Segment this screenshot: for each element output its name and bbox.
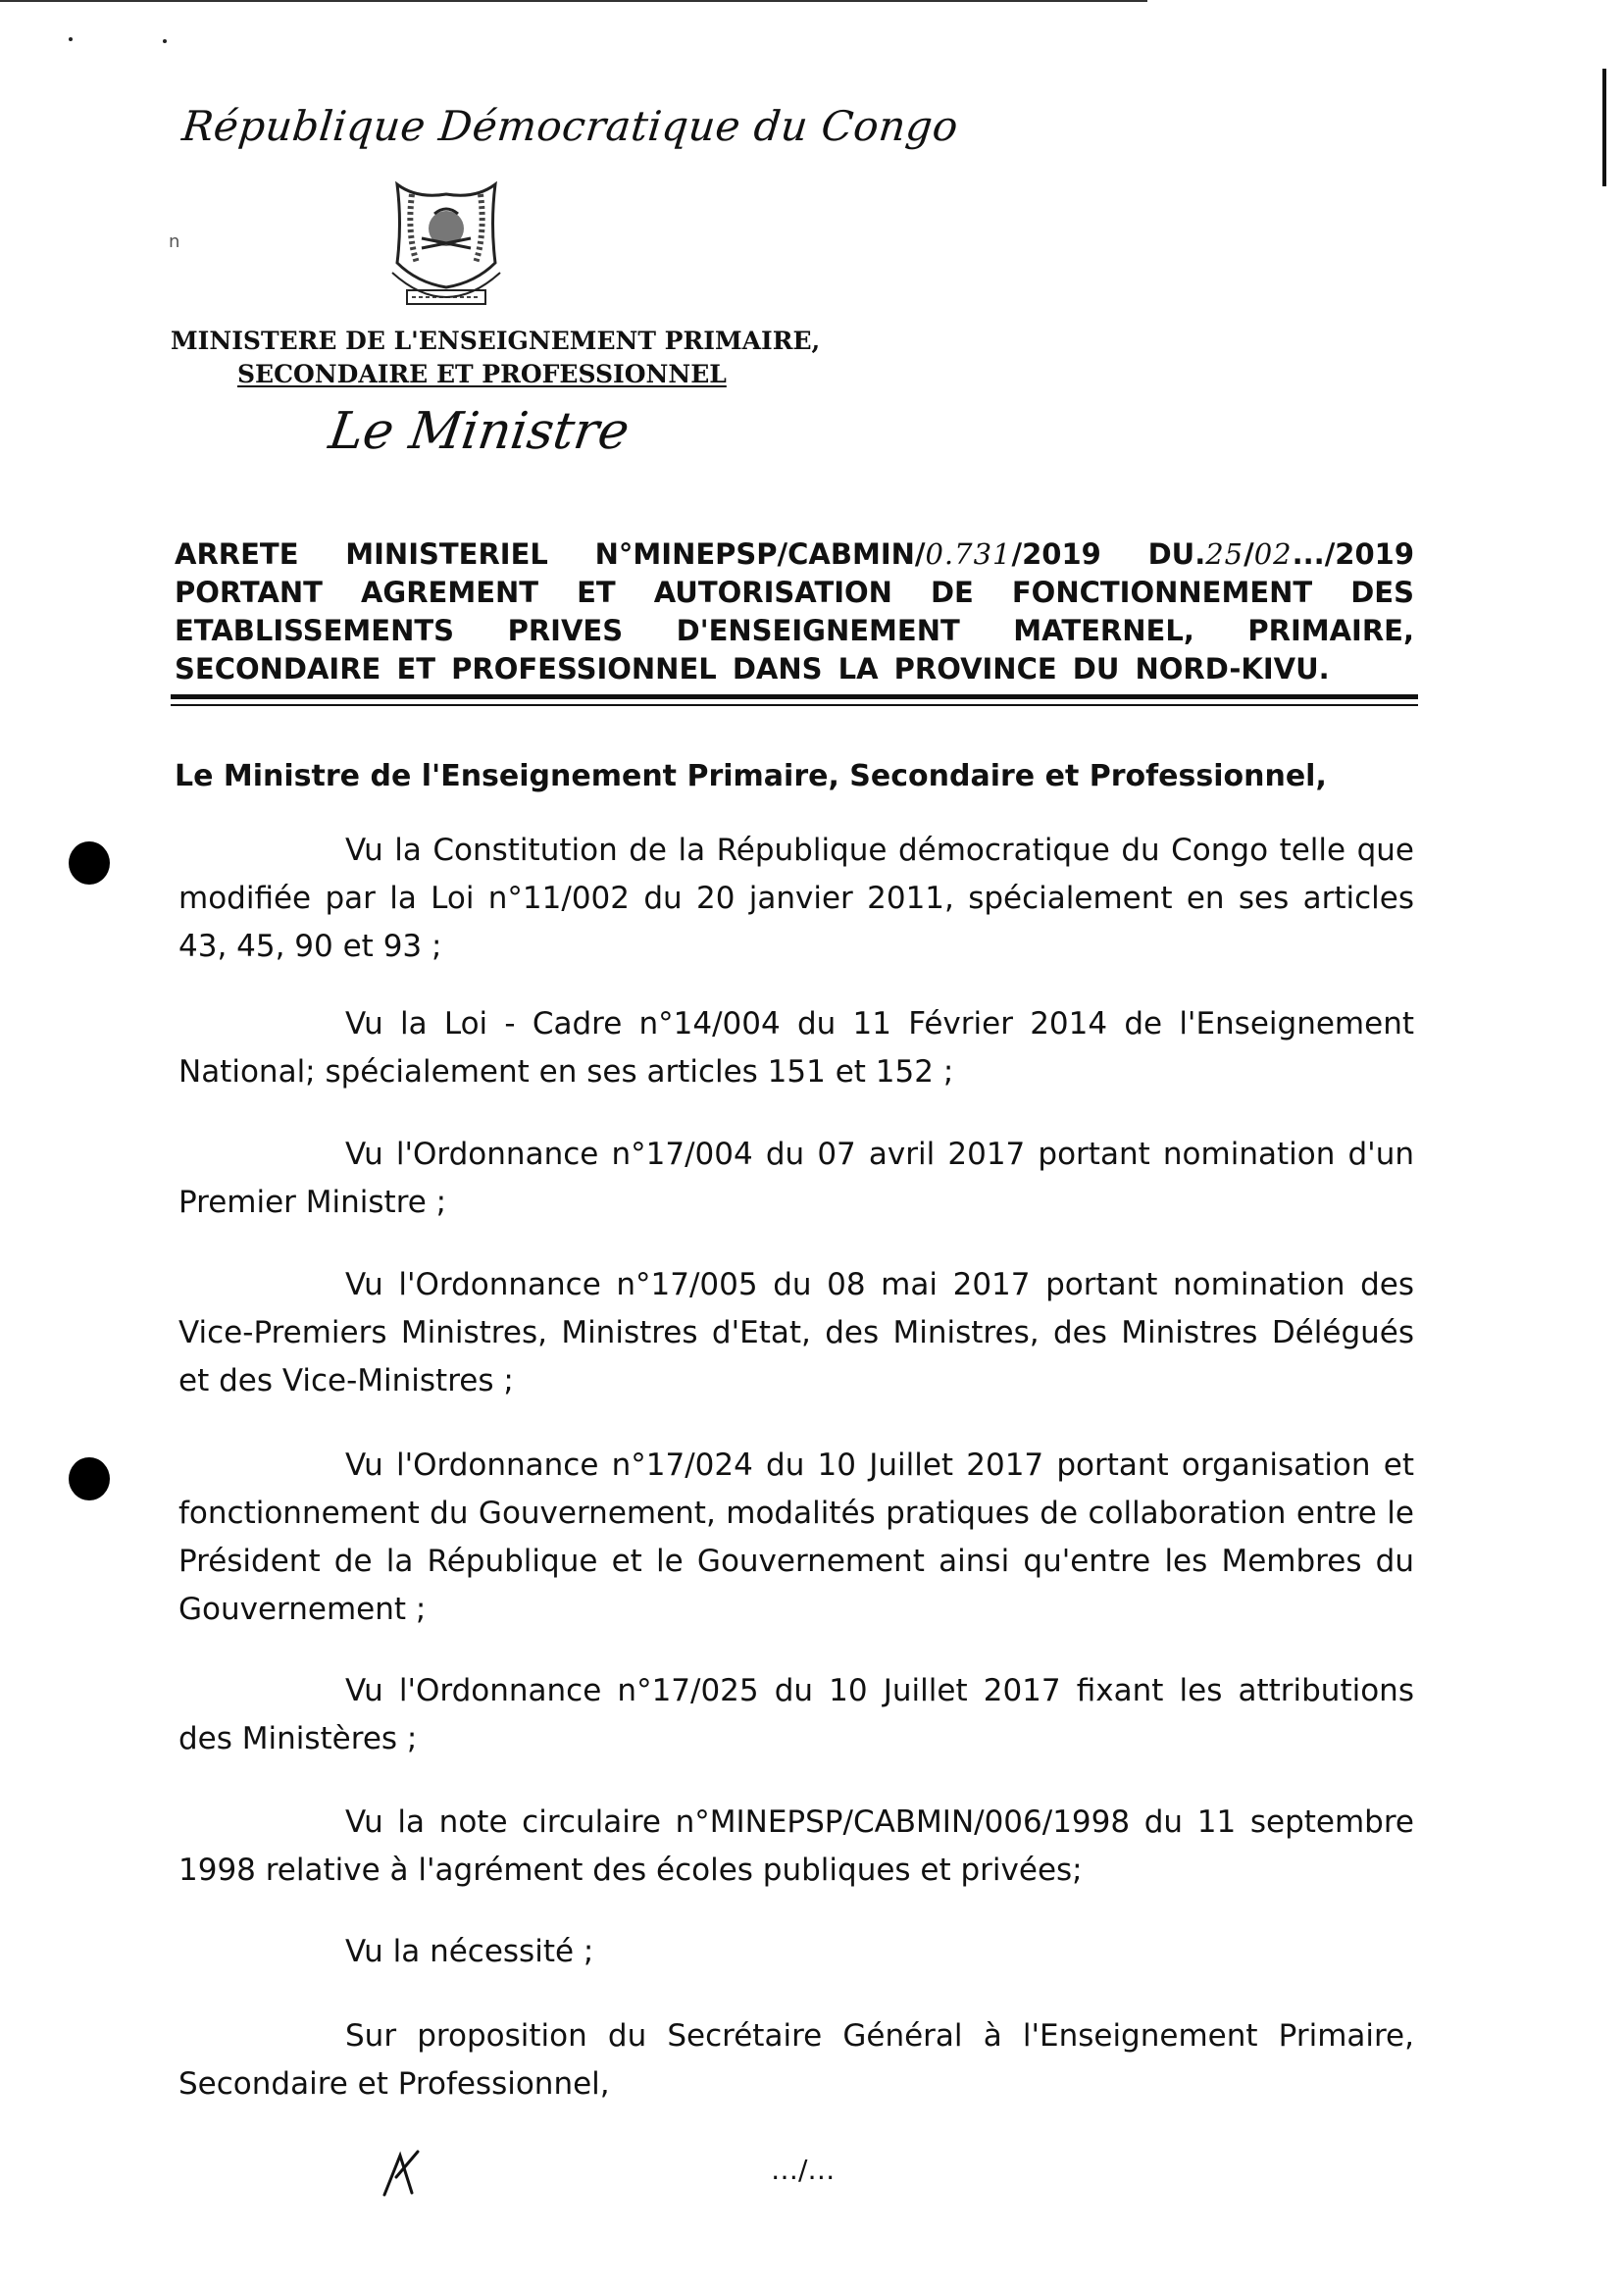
considerant-paragraph: Vu la Constitution de la République démocratique du Congo telle que modifiée par la Loi n°11/002 du 20 janvier 2011, spécialement en ses articles 43, 45, 90 et 93 ; [178, 833, 1414, 964]
coat-of-arms-emblem [378, 165, 515, 322]
decree-title [175, 535, 1414, 688]
ministry-name-line1: MINISTERE DE L'ENSEIGNEMENT PRIMAIRE, [171, 327, 821, 355]
decree-number-handwritten: 0.731 [925, 537, 1012, 571]
decree-day-handwritten: 25 [1205, 537, 1244, 571]
minister-heading: Le Ministre de l'Enseignement Primaire, Secondaire et Professionnel, [175, 759, 1327, 793]
scan-border-line [0, 0, 1147, 2]
page-continuation: …/… [771, 2154, 836, 2186]
decree-ref-prefix: N°MINEPSP/CABMIN/ [594, 537, 926, 571]
decree-date-separator: / [1243, 537, 1254, 571]
stray-mark: n [169, 231, 180, 252]
considerant-paragraph: Vu l'Ordonnance n°17/004 du 07 avril 2017 portant nomination d'un Premier Ministre ; [178, 1137, 1414, 1220]
title-word: DES [1350, 576, 1414, 609]
scan-speck [69, 37, 73, 41]
punch-hole [69, 1457, 110, 1500]
decree-date-prefix: DU. [1147, 537, 1206, 571]
decree-reference [595, 535, 1101, 574]
ministry-name-line2: SECONDAIRE ET PROFESSIONNEL [237, 360, 727, 388]
decree-year: .../2019 [1292, 537, 1414, 571]
considerant-paragraph: Vu la note circulaire n°MINEPSP/CABMIN/006/1998 du 11 septembre 1998 relative à l'agrément des écoles publiques et privées; [178, 1804, 1414, 1888]
decree-title-line3 [175, 612, 1414, 650]
decree-date [1148, 535, 1414, 574]
decree-month-handwritten: 02 [1253, 537, 1293, 571]
decree-ref-year: /2019 [1011, 537, 1101, 571]
title-word: ARRETE [175, 537, 299, 571]
republic-header: République Démocratique du Congo [179, 102, 961, 150]
title-word: PRIVES [507, 614, 624, 647]
title-word: AGREMENT [360, 576, 539, 609]
title-word: PRIMAIRE, [1247, 614, 1414, 647]
punch-hole [69, 841, 110, 885]
title-word: ETABLISSEMENTS [175, 614, 455, 647]
considerant-paragraph: Vu l'Ordonnance n°17/024 du 10 Juillet 2017 portant organisation et fonctionnement du Gouvernement, modalités pratiques de collaboration entre le Président de la République et le Gouvernement ainsi qu'entre les Membres du Gouvernement ; [178, 1448, 1414, 1627]
title-word: D'ENSEIGNEMENT [676, 614, 960, 647]
considerant-paragraph: Vu la Loi - Cadre n°14/004 du 11 Février 2014 de l'Enseignement National; spécialement en ses articles 151 et 152 ; [178, 1006, 1414, 1090]
title-word: PORTANT [175, 576, 323, 609]
scan-speck [163, 39, 167, 43]
title-rule-thin [171, 704, 1418, 706]
title-word: AUTORISATION [653, 576, 892, 609]
office-title: Le Ministre [325, 402, 634, 461]
scan-edge-mark [1602, 69, 1606, 186]
considerant-paragraph: Vu l'Ordonnance n°17/025 du 10 Juillet 2017 fixant les attributions des Ministères ; [178, 1673, 1414, 1756]
considerant-paragraph: Vu l'Ordonnance n°17/005 du 08 mai 2017 portant nomination des Vice-Premiers Ministres, Ministres d'Etat, des Ministres, des Ministres Délégués et des Vice-Ministres ; [178, 1267, 1414, 1398]
considerant-paragraph: Sur proposition du Secrétaire Général à l'Enseignement Primaire, Secondaire et Professionnel, [178, 2018, 1414, 2102]
considerant-paragraph: Vu la nécessité ; [345, 1934, 594, 1969]
initials-mark [379, 2148, 437, 2199]
decree-title-line1 [175, 535, 1414, 574]
title-word: FONCTIONNEMENT [1011, 576, 1313, 609]
decree-title-line4: SECONDAIRE ET PROFESSIONNEL DANS LA PROVINCE DU NORD-KIVU. [175, 652, 1330, 686]
title-word: MINISTERIEL [345, 537, 548, 571]
title-word: DE [930, 576, 974, 609]
decree-title-line2 [175, 574, 1414, 612]
title-word: MATERNEL, [1013, 614, 1194, 647]
title-rule-thick [171, 694, 1418, 699]
title-word: ET [577, 576, 616, 609]
